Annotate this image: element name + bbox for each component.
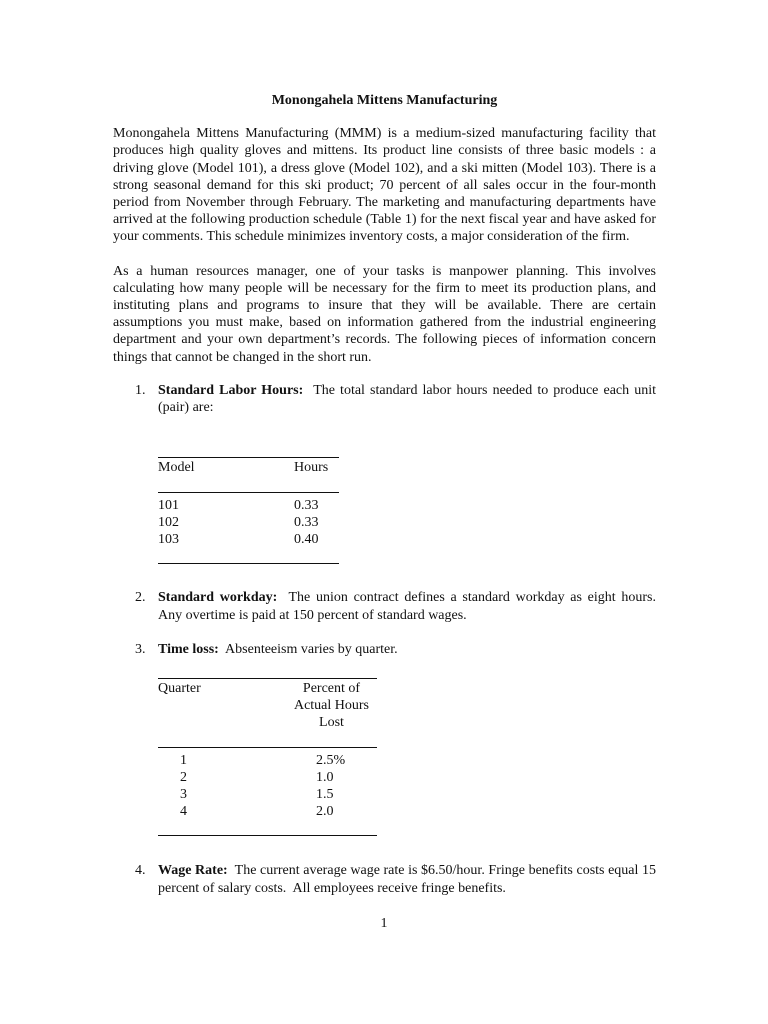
page-number: 1	[380, 916, 388, 931]
table-row: 2 1.0	[180, 769, 334, 785]
table-row: 101 0.33	[158, 497, 319, 513]
list-item-number: 1.	[135, 382, 146, 398]
time-loss-table	[158, 678, 377, 836]
list-item-heading: Standard Labor Hours:	[158, 382, 304, 398]
document-title: Monongahela Mittens Manufacturing	[271, 93, 498, 108]
list-item-number: 2.	[135, 590, 146, 606]
labor-hours-table	[158, 457, 339, 564]
table-header-quarter: Quarter	[158, 680, 201, 696]
list-item-wage-rate	[113, 862, 660, 896]
list-item-time-loss	[113, 641, 656, 658]
list-item-number: 4.	[135, 863, 146, 879]
document-page	[113, 92, 663, 897]
list-item-labor-hours	[113, 382, 660, 416]
list-item-heading: Wage Rate:	[158, 863, 228, 879]
intro-paragraph: Monongahela Mittens Manufacturing (MMM) is a medium-sized manufacturing facility that produces high quality gloves and mittens. Its product line consists of three basic models : a driving glove (Model 101), a dress glove (Model 102), and a ski mitten (Model 103). There is a strong seasonal demand for this ski product; 70 percent of all sales occur in the four-month period from November through February. The marketing and manufacturing departments have arrived at the following production schedule (Table 1) for the next fiscal year and have asked for your comments. This schedule minimizes inventory costs, a major consideration of the firm.	[113, 126, 656, 245]
table-row: 1 2.5%	[180, 752, 346, 768]
list-item-text: Absenteeism varies by quarter.	[218, 641, 398, 657]
table-row: 102 0.33	[158, 514, 319, 530]
list-item-heading: Time loss:	[158, 641, 219, 657]
list-item-text: The total standard labor hours needed to produce each unit (pair) are:	[158, 382, 660, 416]
assumptions-list	[113, 382, 663, 897]
planning-paragraph: As a human resources manager, one of your tasks is manpower planning. This involves calculating how many people will be necessary for the firm to meet its production plans, and instituting plans and programs to insure that they will be available. There are certain assumptions you must make, based on information gathered from the industrial engineering department and your own department’s records. The following pieces of information concern things that cannot be changed in the short run.	[113, 263, 656, 365]
list-item-heading: Standard workday:	[158, 590, 278, 606]
table-header-model: Model	[158, 460, 195, 476]
list-item-text: The current average wage rate is $6.50/hour. Fringe benefits costs equal 15 percent of salary costs. All employees receive fringe benefits.	[158, 863, 660, 896]
table-row: 103 0.40	[158, 532, 319, 548]
table-header-hours: Hours	[294, 460, 329, 476]
list-item-standard-workday	[113, 589, 663, 623]
table-row: 3 1.5	[180, 786, 334, 802]
table-header-percent: Percent of Actual Hours Lost	[293, 680, 370, 731]
list-item-text: The union contract defines a standard workday as eight hours. Any overtime is paid at 150 percent of standard wages.	[158, 590, 663, 623]
list-item-number: 3.	[135, 641, 146, 657]
table-row: 4 2.0	[180, 804, 334, 820]
